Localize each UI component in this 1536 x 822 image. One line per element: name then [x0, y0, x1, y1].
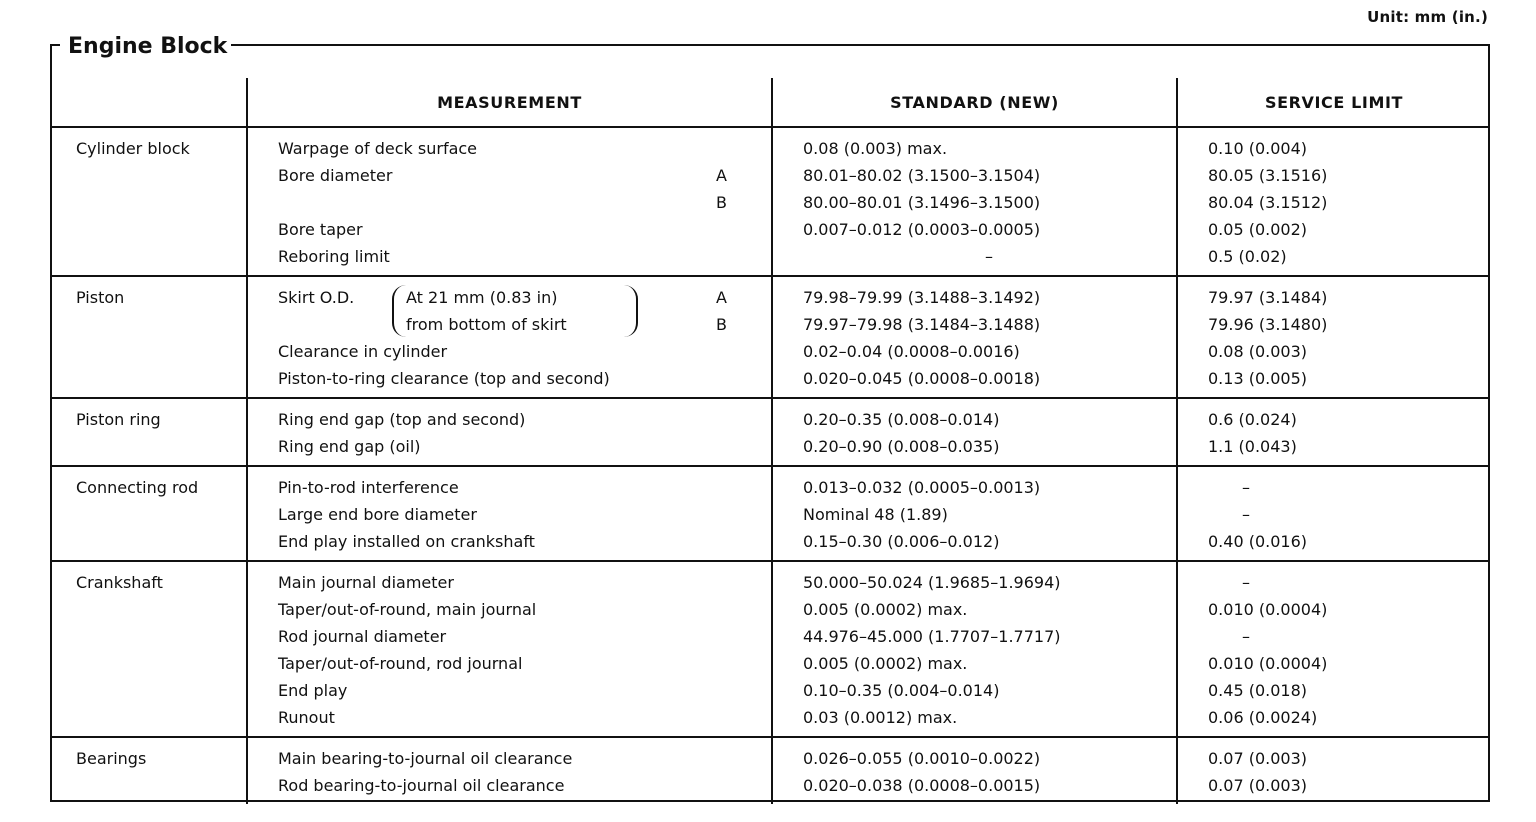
standard-value: 0.020–0.038 (0.0008–0.0015) [803, 776, 1041, 795]
unit-label: Unit: mm (in.) [1367, 8, 1488, 26]
limit-value: 0.07 (0.003) [1208, 749, 1307, 768]
limit-value: 0.010 (0.0004) [1208, 600, 1328, 619]
variant-label: B [716, 315, 727, 334]
standard-value: 80.00–80.01 (3.1496–3.1500) [803, 193, 1041, 212]
header-standard: STANDARD (NEW) [772, 78, 1177, 127]
limit-value: 0.45 (0.018) [1208, 681, 1307, 700]
measurement-label: Bore diameter A [278, 163, 770, 190]
measurement-cell [247, 398, 772, 466]
standard-value: 0.026–0.055 (0.0010–0.0022) [803, 749, 1041, 768]
measurement-cell [247, 276, 772, 398]
variant-label: A [716, 166, 727, 185]
header-row [50, 78, 1490, 127]
limit-value: 1.1 (0.043) [1208, 437, 1297, 456]
limit-value: 0.010 (0.0004) [1208, 654, 1328, 673]
measurement-label: Main journal diameter [278, 573, 454, 592]
measurement-label: Skirt O.D. [278, 288, 355, 307]
measurement-label: End play installed on crankshaft [278, 532, 535, 551]
measurement-label: Ring end gap (top and second) [278, 410, 526, 429]
measurement-label: Bore taper [278, 220, 363, 239]
standard-value: 0.020–0.045 (0.0008–0.0018) [803, 369, 1041, 388]
measurement-cell [247, 466, 772, 561]
measurement-label: End play [278, 681, 348, 700]
group-cylinder-block [50, 127, 1490, 276]
limit-value: 80.04 (3.1512) [1208, 193, 1328, 212]
limit-value: – [1242, 505, 1250, 524]
measurement-label: Runout [278, 708, 335, 727]
limit-cell [1177, 466, 1490, 561]
measurement-label [278, 190, 770, 217]
measurement-label: Rod bearing-to-journal oil clearance [278, 776, 565, 795]
component-name: Piston [50, 276, 247, 398]
measurement-label: Ring end gap (oil) [278, 437, 421, 456]
standard-value: 0.005 (0.0002) max. [803, 654, 968, 673]
variant-label: A [716, 288, 727, 307]
group-crankshaft [50, 561, 1490, 737]
limit-value: 0.40 (0.016) [1208, 532, 1307, 551]
component-name: Crankshaft [50, 561, 247, 737]
limit-value: 79.97 (3.1484) [1208, 288, 1328, 307]
measurement-cell [247, 561, 772, 737]
standard-cell [772, 466, 1177, 561]
group-bearings [50, 737, 1490, 804]
skirt-od-measurement [278, 285, 770, 339]
standard-value: 80.01–80.02 (3.1500–3.1504) [803, 166, 1041, 185]
measurement-label: Taper/out-of-round, main journal [278, 600, 537, 619]
measurement-label: Rod journal diameter [278, 627, 447, 646]
standard-value: – [985, 247, 993, 266]
limit-value: – [1242, 573, 1250, 592]
skirt-note: At 21 mm (0.83 in) [406, 288, 558, 307]
limit-value: – [1242, 627, 1250, 646]
limit-cell [1177, 398, 1490, 466]
standard-value: 0.15–0.30 (0.006–0.012) [803, 532, 1000, 551]
standard-value: 0.02–0.04 (0.0008–0.0016) [803, 342, 1020, 361]
standard-value: 0.10–0.35 (0.004–0.014) [803, 681, 1000, 700]
limit-value: 0.13 (0.005) [1208, 369, 1307, 388]
measurement-label: Reboring limit [278, 247, 390, 266]
measurement-label: Pin-to-rod interference [278, 478, 459, 497]
limit-cell [1177, 737, 1490, 804]
standard-value: 0.005 (0.0002) max. [803, 600, 968, 619]
measurement-label: Taper/out-of-round, rod journal [278, 654, 523, 673]
measurement-label: Main bearing-to-journal oil clearance [278, 749, 573, 768]
limit-value: 0.07 (0.003) [1208, 776, 1307, 795]
skirt-note: from bottom of skirt [406, 315, 567, 334]
component-name: Piston ring [50, 398, 247, 466]
measurement-label: Clearance in cylinder [278, 342, 448, 361]
limit-value: – [1242, 478, 1250, 497]
standard-value: 79.97–79.98 (3.1484–3.1488) [803, 315, 1041, 334]
standard-value: 0.20–0.35 (0.008–0.014) [803, 410, 1000, 429]
header-component [50, 78, 247, 127]
section-title: Engine Block [60, 34, 231, 60]
component-name: Cylinder block [50, 127, 247, 276]
standard-cell [772, 737, 1177, 804]
limit-value: 0.06 (0.0024) [1208, 708, 1318, 727]
group-piston [50, 276, 1490, 398]
standard-value: 0.007–0.012 (0.0003–0.0005) [803, 220, 1041, 239]
standard-value: 50.000–50.024 (1.9685–1.9694) [803, 573, 1061, 592]
standard-cell [772, 127, 1177, 276]
group-piston-ring [50, 398, 1490, 466]
limit-value: 80.05 (3.1516) [1208, 166, 1328, 185]
measurement-label: Piston-to-ring clearance (top and second) [278, 369, 610, 388]
limit-value: 0.6 (0.024) [1208, 410, 1297, 429]
limit-value: 0.5 (0.02) [1208, 247, 1287, 266]
group-connecting-rod [50, 466, 1490, 561]
standard-value: 0.20–0.90 (0.008–0.035) [803, 437, 1000, 456]
standard-value: Nominal 48 (1.89) [803, 505, 948, 524]
variant-label: B [716, 193, 727, 212]
standard-value: 0.013–0.032 (0.0005–0.0013) [803, 478, 1041, 497]
standard-value: 0.03 (0.0012) max. [803, 708, 958, 727]
measurement-label: Warpage of deck surface [278, 139, 478, 158]
limit-value: 79.96 (3.1480) [1208, 315, 1328, 334]
standard-cell [772, 561, 1177, 737]
standard-value: 0.08 (0.003) max. [803, 139, 948, 158]
measurement-cell [247, 127, 772, 276]
limit-value: 0.10 (0.004) [1208, 139, 1307, 158]
standard-cell [772, 276, 1177, 398]
limit-cell [1177, 127, 1490, 276]
limit-cell [1177, 276, 1490, 398]
standard-value: 44.976–45.000 (1.7707–1.7717) [803, 627, 1061, 646]
component-name: Connecting rod [50, 466, 247, 561]
measurement-label: Large end bore diameter [278, 505, 477, 524]
engine-block-spec-table [50, 78, 1490, 804]
header-service-limit: SERVICE LIMIT [1177, 78, 1490, 127]
standard-value: 79.98–79.99 (3.1488–3.1492) [803, 288, 1041, 307]
standard-cell [772, 398, 1177, 466]
limit-cell [1177, 561, 1490, 737]
measurement-cell [247, 737, 772, 804]
component-name: Bearings [76, 749, 147, 768]
header-measurement: MEASUREMENT [247, 78, 772, 127]
limit-value: 0.08 (0.003) [1208, 342, 1307, 361]
limit-value: 0.05 (0.002) [1208, 220, 1307, 239]
